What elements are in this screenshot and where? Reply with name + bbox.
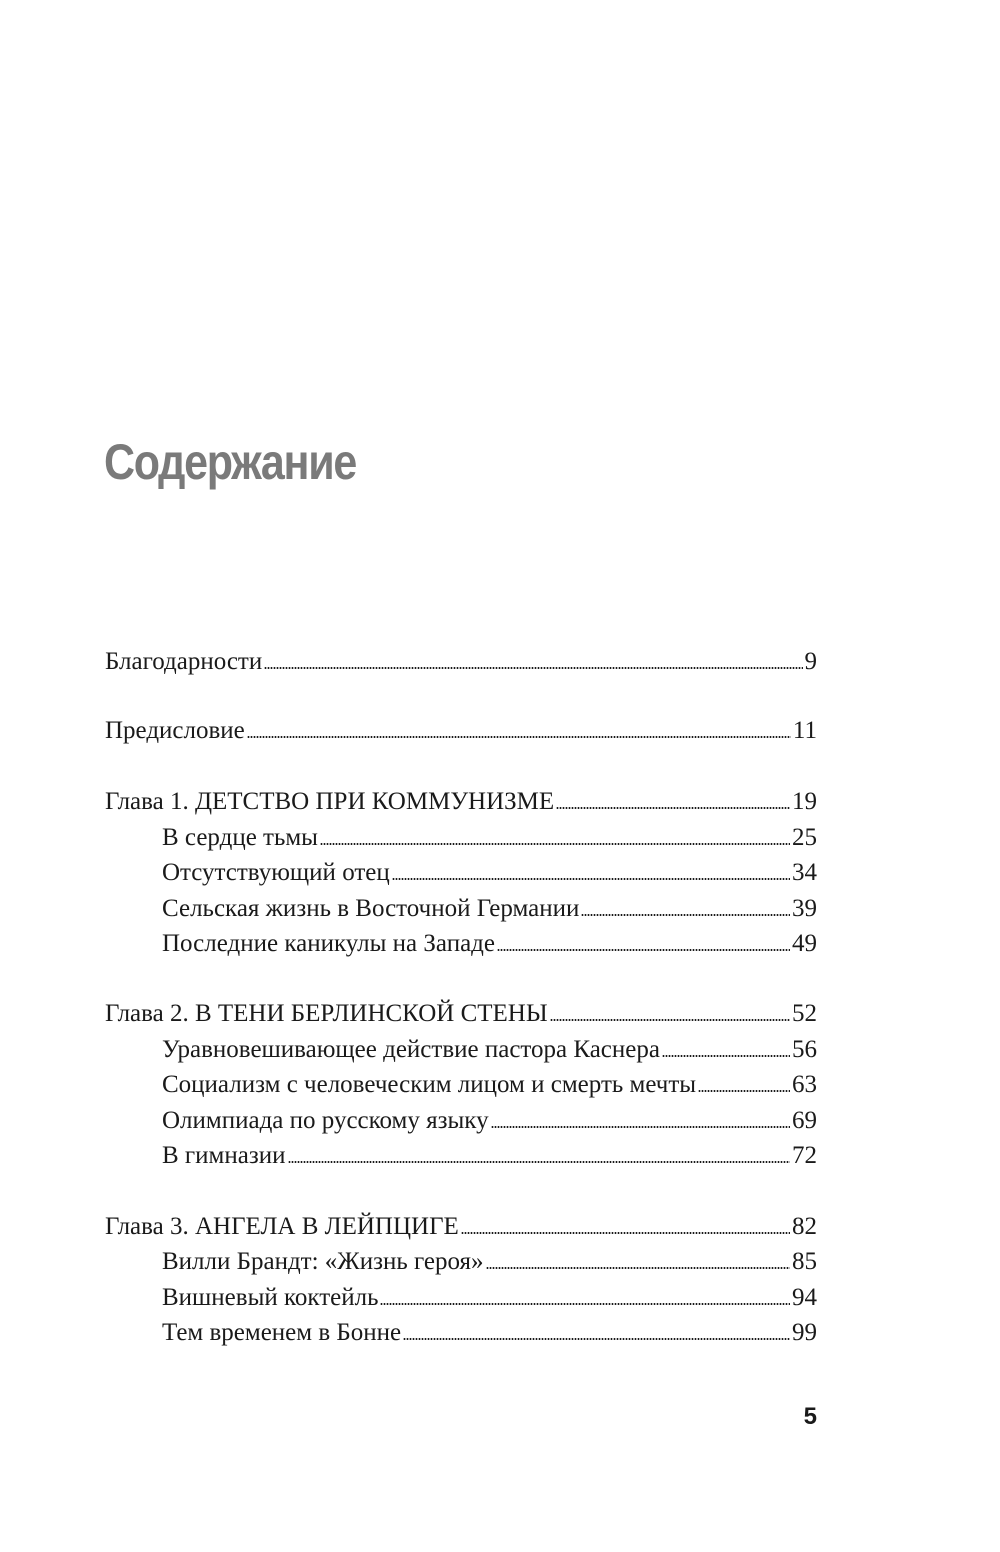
toc-section xyxy=(162,929,817,959)
toc-entry-label: Сельская жизнь в Восточной Германии xyxy=(162,895,580,922)
toc-entry-page: 85 xyxy=(792,1248,817,1275)
dot-leader xyxy=(556,804,790,810)
toc-entry-label: Глава 2. В ТЕНИ БЕРЛИНСКОЙ СТЕНЫ xyxy=(105,1000,548,1027)
page-title: Содержание xyxy=(104,434,357,490)
toc-entry-label: Отсутствующий отец xyxy=(162,859,390,886)
toc-entry-page: 99 xyxy=(792,1319,817,1346)
dot-leader xyxy=(380,1300,790,1306)
toc-entry-page: 56 xyxy=(792,1036,817,1063)
toc-section xyxy=(162,1035,817,1065)
toc-entry-page: 49 xyxy=(792,930,817,957)
toc-chapter xyxy=(105,787,817,817)
toc-entry-page: 94 xyxy=(792,1284,817,1311)
toc-entry-label: Социализм с человеческим лицом и смерть мечты xyxy=(162,1071,697,1098)
dot-leader xyxy=(403,1335,790,1341)
toc-entry-label: Олимпиада по русскому языку xyxy=(162,1107,489,1134)
toc-entry-label: Глава 3. АНГЕЛА В ЛЕЙПЦИГЕ xyxy=(105,1213,459,1240)
toc-section xyxy=(162,1318,817,1348)
dot-leader xyxy=(320,840,790,846)
toc-entry-page: 72 xyxy=(792,1142,817,1169)
toc-entry-label: Тем временем в Бонне xyxy=(162,1319,402,1346)
toc-entry-page: 39 xyxy=(792,895,817,922)
dot-leader xyxy=(550,1016,790,1022)
toc-entry-label: Последние каникулы на Западе xyxy=(162,930,495,957)
dot-leader xyxy=(288,1158,791,1164)
toc-entry-label: Вишневый коктейль xyxy=(162,1284,379,1311)
toc-entry-page: 82 xyxy=(792,1213,817,1240)
toc-entry-page: 11 xyxy=(792,717,817,744)
dot-leader xyxy=(264,664,802,670)
toc-entry xyxy=(105,716,817,746)
toc-entry xyxy=(105,647,817,677)
toc-entry-page: 25 xyxy=(792,824,817,851)
dot-leader xyxy=(247,733,791,739)
toc-entry-label: В гимназии xyxy=(162,1142,286,1169)
dot-leader xyxy=(461,1229,790,1235)
toc-section xyxy=(162,1141,817,1171)
toc-entry-label: Уравновешивающее действие пастора Каснера xyxy=(162,1036,660,1063)
toc-entry-label: Предисловие xyxy=(105,717,245,744)
dot-leader xyxy=(698,1087,790,1093)
toc-entry-page: 34 xyxy=(792,859,817,886)
toc-chapter xyxy=(105,999,817,1029)
toc-entry-label: Глава 1. ДЕТСТВО ПРИ КОММУНИЗМЕ xyxy=(105,788,555,815)
toc-entry-page: 69 xyxy=(792,1107,817,1134)
toc-section xyxy=(162,1283,817,1313)
toc-section xyxy=(162,894,817,924)
toc-section xyxy=(162,1070,817,1100)
toc-entry-page: 9 xyxy=(804,648,817,675)
toc-entry-page: 63 xyxy=(792,1071,817,1098)
toc-entry-page: 52 xyxy=(792,1000,817,1027)
dot-leader xyxy=(486,1264,790,1270)
toc-entry-label: В сердце тьмы xyxy=(162,824,318,851)
dot-leader xyxy=(491,1123,790,1129)
toc-section xyxy=(162,1106,817,1136)
toc-entry-label: Вилли Брандт: «Жизнь героя» xyxy=(162,1248,484,1275)
toc-section xyxy=(162,1247,817,1277)
page-number: 5 xyxy=(803,1403,817,1430)
toc-section xyxy=(162,823,817,853)
dot-leader xyxy=(662,1052,790,1058)
dot-leader xyxy=(497,946,790,952)
toc-chapter xyxy=(105,1212,817,1242)
toc-section xyxy=(162,858,817,888)
dot-leader xyxy=(581,911,790,917)
toc-entry-label: Благодарности xyxy=(105,648,263,675)
dot-leader xyxy=(392,875,790,881)
toc-entry-page: 19 xyxy=(792,788,817,815)
